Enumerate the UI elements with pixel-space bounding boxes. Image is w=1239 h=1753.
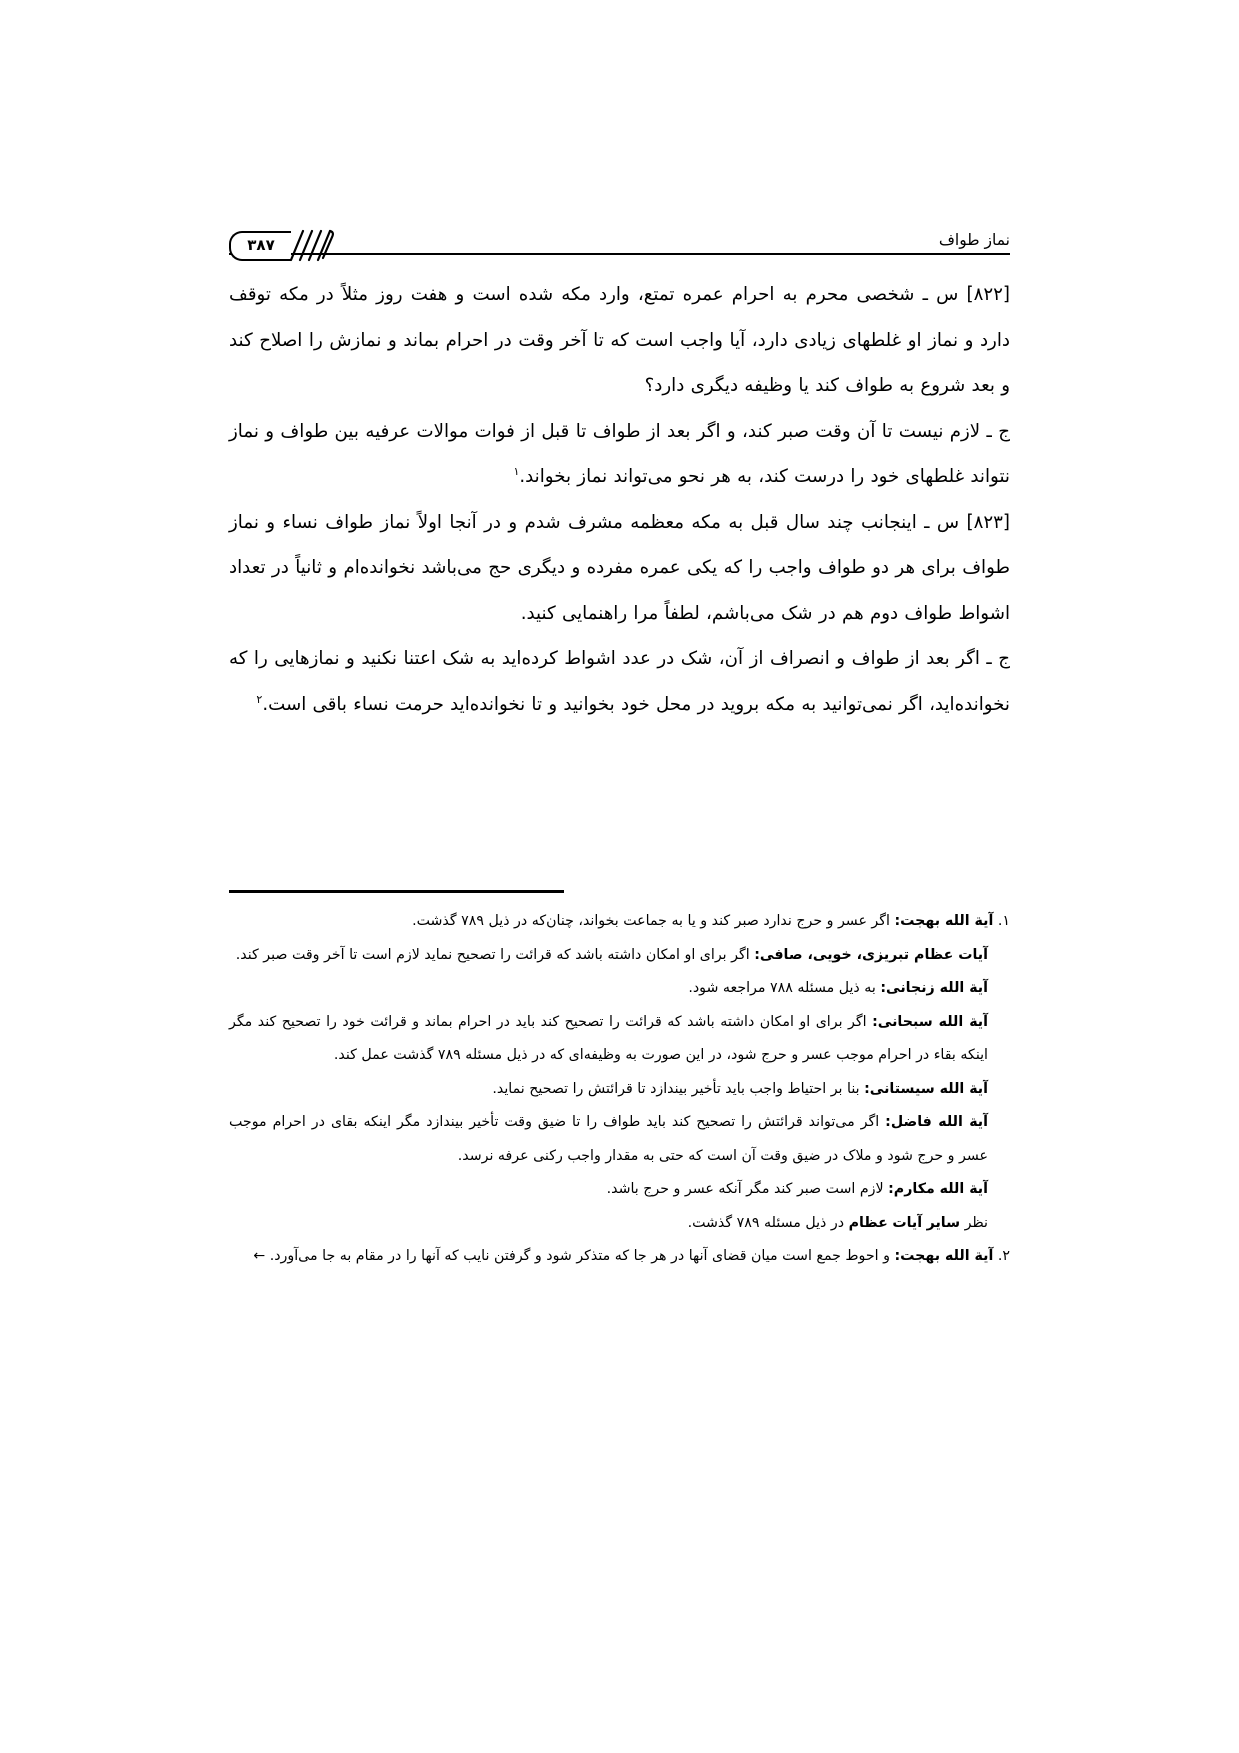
footnote-2-line-1 [229, 1240, 1010, 1274]
running-header [229, 215, 1010, 263]
footnote-scholar-makarem: آیة الله مکارم: [888, 1181, 988, 1197]
footnote-1-text-7: لازم است صبر کند مگر آنکه عسر و حرج باشد. [606, 1181, 884, 1197]
footnote-1-line-1 [229, 905, 1010, 939]
footnote-scholar-zanjani: آیة الله زنجانی: [880, 980, 988, 996]
page-number-box [229, 231, 291, 261]
page-number: ۳۸۷ [247, 236, 275, 255]
footnote-1-text-1: اگر عسر و حرج ندارد صبر کند و یا به جماعت بخواند، چنان‌که در ذیل ۷۸۹ گذشت. [412, 913, 890, 929]
footnote-1-line-6 [229, 1106, 1010, 1173]
footnote-1-text-4: اگر برای او امکان داشته باشد که قرائت را تصحیح کند باید در احرام بماند و قرائت خود را تصحیح کند مگر اینکه بقاء در احرام موجب عسر و حرج شود، در این صورت به وظیفه‌ای که در ذیل مسئله ۷۸۹ گذشت عمل کند. [229, 1013, 988, 1063]
footnote-scholar-bahjat: آیة الله بهجت: [894, 913, 994, 929]
header-chapter-title: نماز طواف [938, 231, 1010, 249]
footnote-1-text-6: اگر می‌تواند قرائتش را تصحیح کند باید طواف را تا ضیق وقت تأخیر بیندازد مگر اینکه بقای در احرام موجب عسر و حرج شود و ملاک در ضیق وقت آن است که حتی به مقدار واجب رکنی عرفه نرسد. [229, 1114, 988, 1164]
footnote-separator [229, 890, 564, 893]
footnote-1-line-4 [229, 1006, 1010, 1073]
footnote-1-text-8: نظر سایر آیات عظام در ذیل مسئله ۷۸۹ گذشت. [687, 1214, 988, 1231]
footnote-1-marker: ۱. [997, 913, 1010, 929]
footnote-1-line-8 [229, 1207, 1010, 1241]
footnote-1-text-5: بنا بر احتیاط واجب باید تأخیر بیندازد تا قرائتش را تصحیح نماید. [492, 1080, 860, 1097]
header-rule [229, 253, 1010, 256]
footnote-1-line-7 [229, 1173, 1010, 1207]
question-822-text: [۸۲۲] س ـ شخصی محرم به احرام عمره تمتع، وارد مکه شده است و هفت روز مثلاً در مکه توقف دارد و نماز او غلطهای زیادی دارد، آیا واجب است که تا آخر وقت در احرام بماند و نمازش را اصلاح کند و بعد شروع به طواف کند یا وظیفه دیگری دارد؟ [229, 284, 1010, 396]
footnotes-block [229, 905, 1010, 1274]
footnote-1-line-5 [229, 1073, 1010, 1107]
question-822 [229, 272, 1010, 409]
footnote-ref-1[interactable]: ۱ [513, 464, 520, 478]
footnote-2-scholar-bahjat: آیة الله بهجت: [894, 1248, 994, 1264]
footnote-scholar-sistani: آیة الله سیستانی: [864, 1080, 988, 1097]
answer-822-text: ج ـ لازم نیست تا آن وقت صبر کند، و اگر بعد از طواف تا قبل از فوات موالات عرفیه بین طواف و نماز نتواند غلطهای خود را درست کند، به هر نحو می‌تواند نماز بخواند. [229, 420, 1010, 487]
question-823-text: [۸۲۳] س ـ اینجانب چند سال قبل به مکه معظمه مشرف شدم و در آنجا اولاً نماز طواف نساء و نماز طواف برای هر دو طواف واجب را که یکی عمره مفرده و دیگری حج می‌باشد نخوانده‌ام و ثانیاً در تعداد اشواط طواف دوم هم در شک می‌باشم، لطفاً مرا راهنمایی کنید. [229, 511, 1010, 624]
answer-823 [229, 636, 1010, 727]
footnote-2-marker: ۲. [997, 1248, 1010, 1264]
footnote-scholar-sobhani: آیة الله سبحانی: [872, 1013, 988, 1030]
decorative-slashes-icon [289, 229, 335, 261]
footnote-2-text-1: و احوط جمع است میان قضای آنها در هر جا که متذکر شود و گرفتن نایب که آنها را در مقام به جا می‌آورد. ← [253, 1248, 890, 1264]
footnote-scholar-fazel: آیة الله فاضل: [885, 1114, 988, 1130]
footnote-1-line-3 [229, 972, 1010, 1006]
page-number-tab [229, 227, 334, 261]
footnote-1-text-2: اگر برای او امکان داشته باشد که قرائت را تصحیح نماید لازم است تا آخر وقت صبر کند. [235, 946, 750, 963]
footnote-1-text-3: به ذیل مسئله ۷۸۸ مراجعه شود. [688, 980, 876, 996]
footnote-ref-2[interactable]: ۲ [256, 692, 263, 706]
answer-822 [229, 409, 1010, 500]
answer-823-text: ج ـ اگر بعد از طواف و انصراف از آن، شک در عدد اشواط کرده‌اید به شک اعتنا نکنید و نمازهایی را که نخوانده‌اید، اگر نمی‌توانید به مکه بروید در محل خود بخوانید و تا نخوانده‌اید حرمت نساء باقی است. [229, 648, 1010, 715]
question-823 [229, 500, 1010, 637]
footnote-scholar-tabrizi-khoei-safi: آیات عظام تبریزی، خویی، صافی: [754, 946, 988, 963]
body-column [229, 272, 1010, 727]
footnote-1-line-2 [229, 939, 1010, 973]
